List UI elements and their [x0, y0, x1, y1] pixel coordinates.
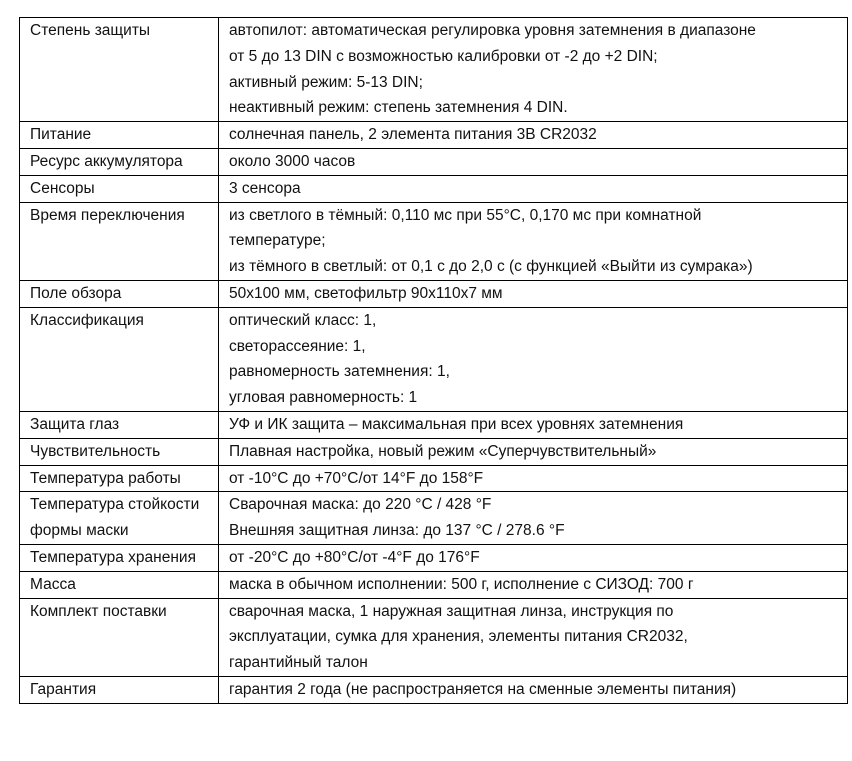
- spec-row: [20, 18, 848, 122]
- spec-value: [219, 544, 848, 571]
- specifications-table-body: [20, 18, 848, 704]
- spec-value-line: УФ и ИК защита – максимальная при всех уровнях затемнения: [229, 415, 684, 433]
- spec-value-line: угловая равномерность: 1: [229, 389, 418, 407]
- spec-row: [20, 122, 848, 149]
- spec-label: Время переключения: [20, 202, 219, 280]
- spec-value-line: эксплуатации, сумка для хранения, элементы питания CR2032,: [229, 628, 688, 646]
- spec-row: [20, 411, 848, 438]
- spec-row: [20, 202, 848, 280]
- spec-row: [20, 465, 848, 492]
- spec-label: Гарантия: [20, 676, 219, 703]
- spec-value-line: равномерность затемнения: 1,: [229, 363, 450, 381]
- spec-label: Масса: [20, 571, 219, 598]
- spec-value-line: маска в обычном исполнении: 500 г, исполнение с СИЗОД: 700 г: [229, 575, 694, 593]
- spec-value: [219, 122, 848, 149]
- spec-value-line: 50х100 мм, светофильтр 90х110х7 мм: [229, 284, 503, 302]
- spec-row: [20, 598, 848, 676]
- spec-value: [219, 307, 848, 411]
- spec-value: [219, 571, 848, 598]
- spec-value-line: от -10°С до +70°С/от 14°F до 158°F: [229, 469, 484, 487]
- spec-label: Комплект поставки: [20, 598, 219, 676]
- spec-label: Питание: [20, 122, 219, 149]
- spec-label: Чувствительность: [20, 438, 219, 465]
- spec-value-line: гарантия 2 года (не распространяется на сменные элементы питания): [229, 680, 737, 698]
- spec-value-line: Внешняя защитная линза: до 137 °C / 278.6 °F: [229, 522, 565, 540]
- spec-value-line: гарантийный талон: [229, 654, 368, 672]
- spec-value-line: температуре;: [229, 232, 326, 250]
- spec-row: [20, 175, 848, 202]
- spec-label: Температура работы: [20, 465, 219, 492]
- spec-value-line: автопилот: автоматическая регулировка уровня затемнения в диапазоне: [229, 22, 756, 39]
- specifications-table: [19, 17, 848, 704]
- spec-value: [219, 598, 848, 676]
- spec-value-line: сварочная маска, 1 наружная защитная линза, инструкция по: [229, 602, 674, 620]
- spec-value-line: около 3000 часов: [229, 152, 356, 170]
- spec-value-line: неактивный режим: степень затемнения 4 DIN.: [229, 99, 568, 117]
- spec-value-line: от -20°С до +80°С/от -4°F до 176°F: [229, 548, 480, 566]
- spec-value-line: Сварочная маска: до 220 °C / 428 °F: [229, 496, 492, 514]
- spec-value: [219, 18, 848, 122]
- spec-row: [20, 438, 848, 465]
- spec-value-line: из тёмного в светлый: от 0,1 с до 2,0 с (с функцией «Выйти из сумрака»): [229, 258, 753, 276]
- spec-value: [219, 492, 848, 545]
- spec-label: Защита глаз: [20, 411, 219, 438]
- spec-label: Ресурс аккумулятора: [20, 148, 219, 175]
- spec-value-line: от 5 до 13 DIN с возможностью калибровки от -2 до +2 DIN;: [229, 47, 658, 65]
- spec-row: [20, 148, 848, 175]
- spec-row: [20, 280, 848, 307]
- spec-label: Температура хранения: [20, 544, 219, 571]
- spec-label: Сенсоры: [20, 175, 219, 202]
- spec-label: Классификация: [20, 307, 219, 411]
- spec-row: [20, 676, 848, 703]
- spec-row: [20, 571, 848, 598]
- spec-value-line: активный режим: 5-13 DIN;: [229, 73, 423, 91]
- spec-value-line: солнечная панель, 2 элемента питания 3В CR2032: [229, 126, 597, 144]
- spec-value: [219, 465, 848, 492]
- spec-value: [219, 280, 848, 307]
- spec-value: [219, 676, 848, 703]
- spec-label: Степень защиты: [20, 18, 219, 122]
- spec-value: [219, 411, 848, 438]
- spec-value: [219, 438, 848, 465]
- spec-row: [20, 544, 848, 571]
- spec-row: [20, 307, 848, 411]
- spec-value-line: Плавная настройка, новый режим «Суперчувствительный»: [229, 442, 657, 460]
- spec-label: Поле обзора: [20, 280, 219, 307]
- spec-label: Температура стойкости формы маски: [20, 492, 219, 545]
- spec-value: [219, 202, 848, 280]
- spec-value-line: 3 сенсора: [229, 179, 301, 197]
- spec-row: [20, 492, 848, 545]
- spec-value-line: оптический класс: 1,: [229, 311, 377, 329]
- spec-value: [219, 148, 848, 175]
- spec-value-line: из светлого в тёмный: 0,110 мс при 55°С, 0,170 мс при комнатной: [229, 206, 702, 224]
- spec-value-line: светорассеяние: 1,: [229, 337, 366, 355]
- spec-value: [219, 175, 848, 202]
